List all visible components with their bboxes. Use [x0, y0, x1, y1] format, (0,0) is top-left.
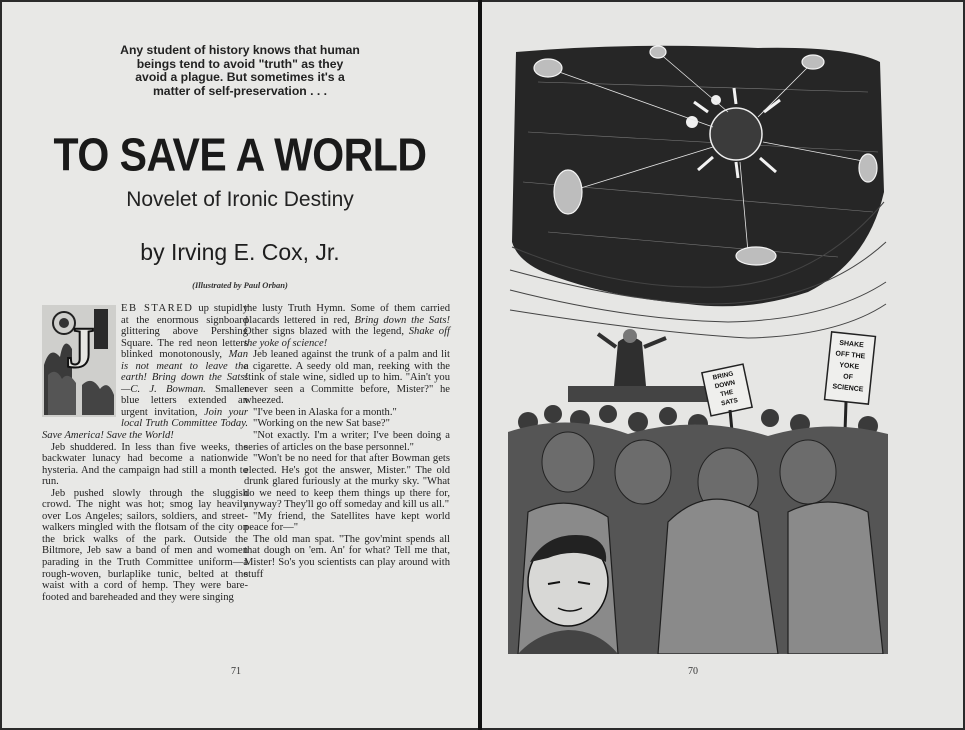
illustrator-credit: (Illustrated by Paul Orban): [192, 280, 288, 290]
text-run: the lusty Truth Hymn. Some of them carried placards lettered in red,: [244, 303, 450, 326]
page-number: 71: [231, 666, 241, 677]
text-run: up stupidly at the enormous signboard glittering above Pershing Square. The red neon letters blinked monotonously,: [121, 303, 249, 361]
text-column-2: [244, 303, 450, 580]
paragraph: "I've been in Alaska for a month.": [253, 406, 397, 418]
paragraph: "Working on the new Sat base?": [253, 418, 390, 430]
lead-caps: EB STARED: [121, 303, 194, 314]
paragraph: The old man spat. "The gov'mint spends all that dough on 'em. An' for what? Tell me that, Mister! So's you scientists can play around with stuff: [244, 533, 450, 580]
paragraph: Jeb shuddered. In less than five weeks, the backwater lunacy had become a nationwide hysteria. And the campaign had still a month to run.: [42, 441, 248, 488]
story-illustration: [508, 42, 888, 654]
dropcap-illustration: [42, 305, 116, 417]
paragraph: [244, 303, 450, 349]
left-page: [2, 2, 478, 728]
author-byline: by Irving E. Cox, Jr.: [140, 239, 340, 265]
text-run: Smaller blue letters extended an urgent invitation,: [121, 383, 248, 418]
paragraph: Jeb pushed slowly through the sluggish crowd. The night was hot; smog lay heavily over Los Angeles; sailors, soldiers, and street-walkers mingled with the flotsam of the city on the brick walks of the park. Outside the Biltmore, Jeb saw a band of men and women parading in the Truth Committee uniform—a rough-woven, burlaplike tunic, belted at the waist with a cord of hemp. They were bare-footed and bareheaded and they were singing: [42, 487, 248, 603]
story-subtitle: Novelet of Ironic Destiny: [126, 188, 354, 211]
story-title: TO SAVE A WORLD: [53, 129, 427, 181]
page-number: 70: [688, 666, 698, 677]
svg-text:BRING DOWN: BRING DOWN THE SATS: [712, 370, 739, 408]
dropcap-letter: J: [65, 315, 95, 380]
svg-text:SHAKE OFF THE: SHAKE OFF THE YOKE OF SCIENCE: [832, 339, 866, 394]
right-page: [482, 2, 963, 728]
paragraph: Jeb leaned against the trunk of a palm and lit a cigarette. A seedy old man, reeking with the stink of stale wine, sidled up to him. "Ain't you never seen a Committe before, Mister?" he wheezed.: [244, 349, 450, 407]
paragraph: "My friend, the Satellites have kept world peace for—": [244, 510, 450, 534]
text-run-italic: Shake off the yoke of science!: [244, 326, 450, 349]
text-run-italic: Bring down the Sats!: [354, 314, 450, 326]
text-run: Other signs blazed with the legend,: [244, 326, 409, 338]
intro-blurb: Any student of history knows that human beings tend to avoid "truth" as they avoid a plague. But sometimes it's a matter of self-preservation . . .: [120, 43, 360, 98]
text-run-italic: Man is not meant to leave the earth! Bring down the Sats! —C. J. Bowman.: [121, 349, 248, 395]
text-column-1: [42, 303, 248, 603]
paragraph: "Not exactly. I'm a writer; I've been doing a series of articles on the base personnel.": [244, 430, 450, 453]
text-run-italic: Join your local Truth Committee Today. Save America! Save the World!: [42, 406, 248, 442]
paragraph: "Won't be no need for that after Bowman gets elected. He's got the answer, Mister." The old drunk glared furiously at the murky sky. "What do we need to keep them things up there for, anyway? They'll go off someday and kill us all.": [244, 453, 450, 511]
